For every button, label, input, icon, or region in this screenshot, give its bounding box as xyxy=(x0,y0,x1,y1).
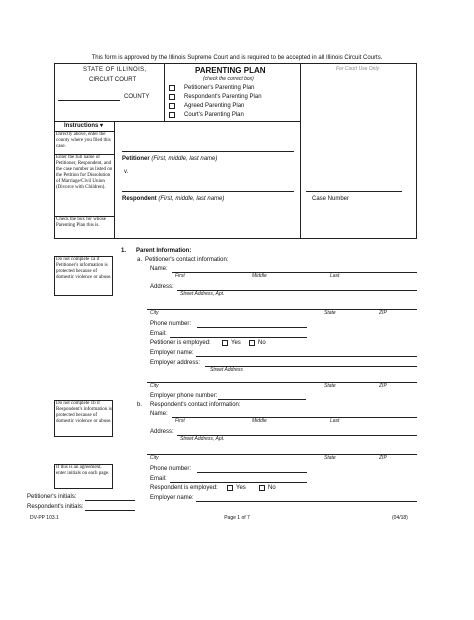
resp-middle-sub: Middle xyxy=(252,418,267,424)
pet-zip-sub: ZIP xyxy=(379,310,387,316)
case-number-field[interactable] xyxy=(306,191,402,192)
instructions-heading: Instructions ▾ xyxy=(64,123,104,129)
respondent-name-field[interactable] xyxy=(122,191,294,192)
instruction-item-1: Directly above, enter the county where you filed this case. xyxy=(56,132,111,149)
respondent-plan-label: Respondent's Parenting Plan xyxy=(184,94,262,100)
resp-zip-sub: ZIP xyxy=(379,455,387,461)
petitioner-plan-checkbox[interactable] xyxy=(169,85,175,91)
pet-employer-phone-field[interactable] xyxy=(218,399,306,400)
pet-phone-field[interactable] xyxy=(197,327,307,328)
pet-city-field[interactable] xyxy=(147,309,417,310)
resp-state-sub: State xyxy=(324,455,336,461)
petitioner-initials-field[interactable] xyxy=(85,500,135,501)
pet-employed-yes-checkbox[interactable] xyxy=(222,340,228,346)
resp-last-sub: Last xyxy=(330,418,340,424)
pet-state-sub: State xyxy=(324,310,336,316)
page-number: Page 1 of 7 xyxy=(224,515,250,521)
pet-employer-street-sub: Street Address xyxy=(210,367,243,373)
resp-employer-name-label: Employer name: xyxy=(150,495,194,501)
resp-employed-label: Respondent is employed: xyxy=(150,485,218,491)
pet-email-label: Email: xyxy=(150,331,167,337)
check-note: (check the correct box) xyxy=(203,76,254,82)
pet-employer-address-label: Employer address: xyxy=(150,360,201,366)
resp-address-label: Address: xyxy=(150,429,174,435)
pet-name-label: Name: xyxy=(150,266,168,272)
respondent-initials-field[interactable] xyxy=(85,510,135,511)
agreed-plan-label: Agreed Parenting Plan xyxy=(184,103,245,109)
pet-employer-city-sub: City xyxy=(150,383,159,389)
pet-city-sub: City xyxy=(150,310,159,316)
form-title: PARENTING PLAN xyxy=(195,66,266,75)
county-field[interactable] xyxy=(58,100,120,101)
pet-employed-no-label: No xyxy=(258,340,266,346)
petitioner-name-field[interactable] xyxy=(122,151,294,152)
pet-employed-no-checkbox[interactable] xyxy=(249,340,255,346)
respondent-plan-checkbox[interactable] xyxy=(169,94,175,100)
resp-employed-yes-label: Yes xyxy=(236,485,246,491)
pet-street-sub: Street Address, Apt. xyxy=(180,291,225,297)
caption-divider-right xyxy=(300,63,301,239)
pet-employer-city-field[interactable] xyxy=(147,382,417,383)
resp-first-sub: First xyxy=(175,418,185,424)
caption-divider-left xyxy=(164,63,165,121)
circuit-court-label: CIRCUIT COURT xyxy=(89,77,137,83)
resp-email-label: Email: xyxy=(150,476,167,482)
section-title: Parent Information: xyxy=(136,248,192,254)
pet-middle-sub: Middle xyxy=(252,273,267,279)
petitioner-plan-label: Petitioner's Parenting Plan xyxy=(184,85,255,91)
court-use-label: For Court Use Only xyxy=(336,66,380,72)
county-label: COUNTY xyxy=(124,94,150,100)
pet-employer-phone-label: Employer phone number: xyxy=(150,393,218,399)
instruction-item-3: Check the box for whose Parenting Plan this is. xyxy=(56,217,106,228)
case-number-label: Case Number xyxy=(312,196,350,202)
resp-phone-field[interactable] xyxy=(197,472,307,473)
resp-street-sub: Street Address, Apt. xyxy=(180,436,225,442)
versus-label: v. xyxy=(124,169,129,175)
pet-employer-state-sub: State xyxy=(324,383,336,389)
respondent-caption: Respondent (First, middle, last name) xyxy=(122,196,225,202)
note-a-text: Do not complete 1a if Petitioner's information is protected because of domestic violence or abuse. xyxy=(56,257,112,280)
pet-employed-label: Petitioner is employed: xyxy=(150,340,211,346)
pet-employed-yes-label: Yes xyxy=(231,340,241,346)
court-plan-label: Court's Parenting Plan xyxy=(184,112,244,118)
sub-a-label: a. xyxy=(137,257,143,263)
pet-last-sub: Last xyxy=(330,273,340,279)
petitioner-contact-title: Petitioner's contact information: xyxy=(145,257,229,263)
respondent-contact-title: Respondent's contact information: xyxy=(150,402,241,408)
pet-name-field[interactable] xyxy=(172,272,417,273)
section-number: 1. xyxy=(121,248,127,254)
respondent-initials-label: Respondent's initials: xyxy=(27,504,84,510)
instruction-item-2: Enter the full name of Petitioner, Respondent, and the case number as listed on the Petition for Dissolution of Marriage/Civil Union (Divorce with Children). xyxy=(56,155,113,190)
pet-employer-name-field[interactable] xyxy=(196,356,417,357)
note-b-text: Do not complete 1b if Respondent's information is protected because of domestic violence or abuse. xyxy=(56,401,112,424)
resp-employer-name-field[interactable] xyxy=(196,501,417,502)
resp-email-field[interactable] xyxy=(170,482,307,483)
form-approval-notice: This form is approved by the Illinois Supreme Court and is required to be accepted in all Illinois Circuit Courts. xyxy=(91,55,383,61)
court-plan-checkbox[interactable] xyxy=(169,112,175,118)
pet-email-field[interactable] xyxy=(170,337,307,338)
resp-city-field[interactable] xyxy=(147,454,417,455)
pet-address-label: Address: xyxy=(150,284,174,290)
pet-employer-name-label: Employer name: xyxy=(150,350,194,356)
resp-employed-no-label: No xyxy=(268,485,276,491)
form-date: (04/18) xyxy=(392,515,408,521)
resp-phone-label: Phone number: xyxy=(150,466,192,472)
resp-employed-no-checkbox[interactable] xyxy=(259,485,265,491)
form-id: DV-PP 103.1 xyxy=(30,515,59,521)
pet-phone-label: Phone number: xyxy=(150,321,192,327)
pet-first-sub: First xyxy=(175,273,185,279)
state-label: STATE OF ILLINOIS, xyxy=(83,67,147,73)
resp-name-field[interactable] xyxy=(172,417,417,418)
sub-b-label: b. xyxy=(137,402,143,408)
caret-down-icon: ▾ xyxy=(100,123,104,129)
resp-name-label: Name: xyxy=(150,411,168,417)
note-c-text: If this is an agreement, enter initials on each page. xyxy=(56,465,110,476)
pet-employer-zip-sub: ZIP xyxy=(379,383,387,389)
petitioner-initials-label: Petitioner's initials: xyxy=(27,494,77,500)
petitioner-caption: Petitioner (First, middle, last name) xyxy=(122,156,218,162)
agreed-plan-checkbox[interactable] xyxy=(169,103,175,109)
resp-city-sub: City xyxy=(150,455,159,461)
resp-employed-yes-checkbox[interactable] xyxy=(227,485,233,491)
